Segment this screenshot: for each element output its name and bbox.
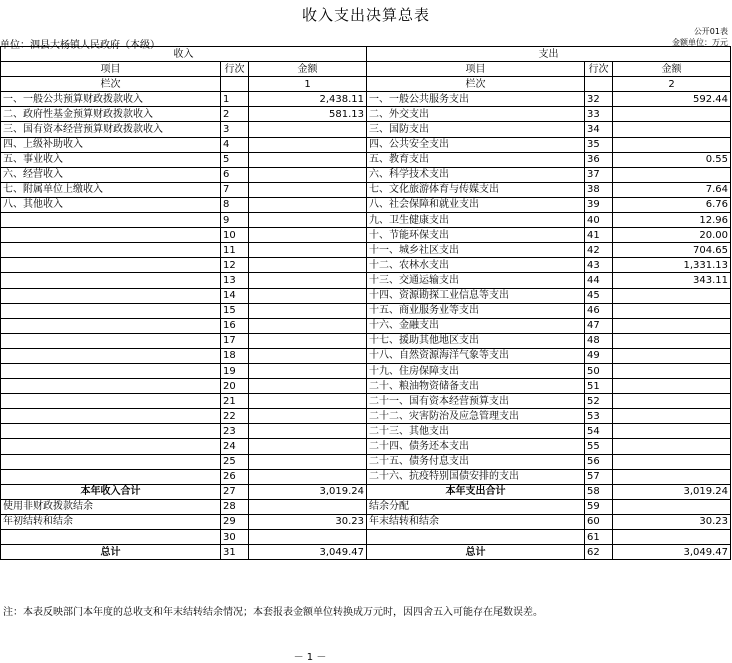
income-amount-cell xyxy=(249,167,367,182)
expense-item-cell: 五、教育支出 xyxy=(367,152,585,167)
expense-item-cell: 十八、自然资源海洋气象等支出 xyxy=(367,348,585,363)
income-item-cell xyxy=(1,454,221,469)
page-title: 收入支出决算总表 xyxy=(301,6,430,24)
table-row xyxy=(1,333,731,348)
table-row xyxy=(1,122,731,137)
expense-line-cell: 52 xyxy=(585,394,613,409)
income-line-cell: 10 xyxy=(221,228,249,243)
budget-summary-table xyxy=(0,46,731,560)
expense-line-cell: 44 xyxy=(585,273,613,288)
income-line-cell: 8 xyxy=(221,197,249,212)
expense-line-cell: 34 xyxy=(585,122,613,137)
income-amount-cell xyxy=(249,499,367,514)
income-item-cell: 六、经营收入 xyxy=(1,167,221,182)
form-number: 公开01表 xyxy=(693,27,728,36)
table-row xyxy=(1,92,731,107)
income-line-cell: 13 xyxy=(221,273,249,288)
income-line-cell: 4 xyxy=(221,137,249,152)
income-line-cell: 5 xyxy=(221,152,249,167)
income-line-cell: 22 xyxy=(221,409,249,424)
section-header-row xyxy=(1,47,731,62)
income-amount-cell xyxy=(249,152,367,167)
table-row xyxy=(1,545,731,560)
income-item-cell xyxy=(1,409,221,424)
expense-amount-cell xyxy=(613,394,731,409)
income-item-cell xyxy=(1,439,221,454)
expense-amount-cell xyxy=(613,409,731,424)
table-row xyxy=(1,182,731,197)
table-row xyxy=(1,424,731,439)
table-row xyxy=(1,197,731,212)
expense-line-cell: 51 xyxy=(585,379,613,394)
table-row xyxy=(1,530,731,545)
expense-line-cell: 47 xyxy=(585,318,613,333)
income-item-cell xyxy=(1,258,221,273)
expense-line-cell: 35 xyxy=(585,137,613,152)
income-col-label: 栏次 xyxy=(1,77,221,92)
table-row xyxy=(1,152,731,167)
expense-amount-cell: 20.00 xyxy=(613,228,731,243)
expense-line-cell: 60 xyxy=(585,514,613,529)
table-row xyxy=(1,288,731,303)
income-item-cell: 使用非财政拨款结余 xyxy=(1,499,221,514)
income-amount-cell: 3,019.24 xyxy=(249,484,367,499)
expense-line-cell: 40 xyxy=(585,213,613,228)
expense-line-cell: 50 xyxy=(585,363,613,378)
income-item-cell xyxy=(1,333,221,348)
income-item-cell xyxy=(1,394,221,409)
expense-line-cell: 36 xyxy=(585,152,613,167)
expense-item-header: 项目 xyxy=(367,62,585,77)
expense-line-cell: 57 xyxy=(585,469,613,484)
income-amount-cell xyxy=(249,197,367,212)
income-line-cell: 30 xyxy=(221,530,249,545)
expense-item-cell: 四、公共安全支出 xyxy=(367,137,585,152)
table-row xyxy=(1,243,731,258)
expense-line-cell: 48 xyxy=(585,333,613,348)
table-row xyxy=(1,107,731,122)
income-line-cell: 26 xyxy=(221,469,249,484)
income-line-cell: 12 xyxy=(221,258,249,273)
expense-line-cell: 33 xyxy=(585,107,613,122)
income-amount-cell xyxy=(249,122,367,137)
expense-item-cell: 十六、金融支出 xyxy=(367,318,585,333)
expense-amount-cell xyxy=(613,530,731,545)
income-line-cell: 9 xyxy=(221,213,249,228)
expense-item-cell: 十九、住房保障支出 xyxy=(367,363,585,378)
expense-item-cell: 十一、城乡社区支出 xyxy=(367,243,585,258)
table-row xyxy=(1,439,731,454)
expense-line-cell: 43 xyxy=(585,258,613,273)
table-row xyxy=(1,167,731,182)
income-amount-cell xyxy=(249,363,367,378)
expense-amount-cell: 6.76 xyxy=(613,197,731,212)
expense-amount-cell xyxy=(613,167,731,182)
expense-amount-cell xyxy=(613,288,731,303)
income-amount-cell: 3,049.47 xyxy=(249,545,367,560)
income-section-header: 收入 xyxy=(1,47,367,62)
expense-item-cell: 三、国防支出 xyxy=(367,122,585,137)
income-line-cell: 6 xyxy=(221,167,249,182)
income-line-header: 行次 xyxy=(221,62,249,77)
expense-item-cell: 结余分配 xyxy=(367,499,585,514)
expense-amount-cell xyxy=(613,333,731,348)
expense-line-cell: 61 xyxy=(585,530,613,545)
income-item-cell xyxy=(1,469,221,484)
page-number: － 1 － xyxy=(293,652,327,663)
table-row xyxy=(1,228,731,243)
expense-amount-cell: 3,049.47 xyxy=(613,545,731,560)
expense-line-cell: 38 xyxy=(585,182,613,197)
income-item-cell xyxy=(1,273,221,288)
expense-line-cell: 37 xyxy=(585,167,613,182)
income-line-cell: 2 xyxy=(221,107,249,122)
income-item-cell: 五、事业收入 xyxy=(1,152,221,167)
expense-amount-cell xyxy=(613,107,731,122)
expense-item-cell: 总计 xyxy=(367,545,585,560)
income-amount-cell xyxy=(249,228,367,243)
expense-amount-cell: 12.96 xyxy=(613,213,731,228)
expense-col-blank xyxy=(585,77,613,92)
expense-line-cell: 59 xyxy=(585,499,613,514)
income-amount-cell xyxy=(249,333,367,348)
income-item-cell xyxy=(1,243,221,258)
income-amount-cell xyxy=(249,303,367,318)
expense-amount-cell xyxy=(613,348,731,363)
income-item-cell: 七、附属单位上缴收入 xyxy=(1,182,221,197)
income-item-cell xyxy=(1,424,221,439)
table-row xyxy=(1,394,731,409)
expense-item-cell: 十三、交通运输支出 xyxy=(367,273,585,288)
table-row xyxy=(1,273,731,288)
expense-item-cell: 二十五、债务付息支出 xyxy=(367,454,585,469)
expense-amount-cell xyxy=(613,379,731,394)
expense-item-cell: 一、一般公共服务支出 xyxy=(367,92,585,107)
income-item-cell xyxy=(1,318,221,333)
footnote: 注：本表反映部门本年度的总收支和年末结转结余情况；本套报表金额单位转换成万元时，因四舍五入可能存在尾数误差。 xyxy=(3,607,543,618)
income-item-header: 项目 xyxy=(1,62,221,77)
expense-item-cell: 二十、粮油物资储备支出 xyxy=(367,379,585,394)
income-item-cell xyxy=(1,363,221,378)
expense-item-cell xyxy=(367,530,585,545)
table-row xyxy=(1,137,731,152)
income-amount-cell xyxy=(249,243,367,258)
income-line-cell: 15 xyxy=(221,303,249,318)
income-line-cell: 1 xyxy=(221,92,249,107)
income-line-cell: 21 xyxy=(221,394,249,409)
income-col-index: 1 xyxy=(249,77,367,92)
income-amount-cell xyxy=(249,424,367,439)
income-item-cell: 四、上级补助收入 xyxy=(1,137,221,152)
income-line-cell: 16 xyxy=(221,318,249,333)
expense-line-cell: 55 xyxy=(585,439,613,454)
expense-item-cell: 年末结转和结余 xyxy=(367,514,585,529)
income-line-cell: 28 xyxy=(221,499,249,514)
income-amount-cell xyxy=(249,530,367,545)
income-amount-cell xyxy=(249,439,367,454)
income-item-cell xyxy=(1,213,221,228)
expense-item-cell: 十、节能环保支出 xyxy=(367,228,585,243)
expense-item-cell: 十二、农林水支出 xyxy=(367,258,585,273)
income-amount-cell xyxy=(249,348,367,363)
income-line-cell: 3 xyxy=(221,122,249,137)
expense-amount-cell xyxy=(613,303,731,318)
expense-line-cell: 49 xyxy=(585,348,613,363)
income-item-cell: 年初结转和结余 xyxy=(1,514,221,529)
income-line-cell: 17 xyxy=(221,333,249,348)
income-item-cell: 一、一般公共预算财政拨款收入 xyxy=(1,92,221,107)
income-line-cell: 31 xyxy=(221,545,249,560)
expense-line-cell: 54 xyxy=(585,424,613,439)
table-body xyxy=(1,92,731,560)
expense-line-cell: 58 xyxy=(585,484,613,499)
income-amount-cell xyxy=(249,379,367,394)
table-row xyxy=(1,303,731,318)
income-item-cell xyxy=(1,348,221,363)
expense-item-cell: 二十一、国有资本经营预算支出 xyxy=(367,394,585,409)
expense-item-cell: 十七、援助其他地区支出 xyxy=(367,333,585,348)
expense-item-cell: 六、科学技术支出 xyxy=(367,167,585,182)
table-row xyxy=(1,379,731,394)
expense-amount-cell xyxy=(613,122,731,137)
expense-amount-cell xyxy=(613,469,731,484)
income-item-cell: 八、其他收入 xyxy=(1,197,221,212)
expense-item-cell: 二十三、其他支出 xyxy=(367,424,585,439)
income-line-cell: 24 xyxy=(221,439,249,454)
expense-amount-cell xyxy=(613,363,731,378)
income-line-cell: 23 xyxy=(221,424,249,439)
table-row xyxy=(1,484,731,499)
income-item-cell xyxy=(1,379,221,394)
income-amount-cell xyxy=(249,469,367,484)
income-item-cell: 二、政府性基金预算财政拨款收入 xyxy=(1,107,221,122)
income-col-blank xyxy=(221,77,249,92)
income-line-cell: 19 xyxy=(221,363,249,378)
expense-line-cell: 53 xyxy=(585,409,613,424)
income-amount-cell xyxy=(249,288,367,303)
income-line-cell: 7 xyxy=(221,182,249,197)
table-row xyxy=(1,363,731,378)
expense-item-cell: 九、卫生健康支出 xyxy=(367,213,585,228)
income-amount-cell xyxy=(249,273,367,288)
expense-line-header: 行次 xyxy=(585,62,613,77)
expense-col-label: 栏次 xyxy=(367,77,585,92)
expense-item-cell: 二十六、抗疫特别国债安排的支出 xyxy=(367,469,585,484)
income-line-cell: 14 xyxy=(221,288,249,303)
expense-line-cell: 42 xyxy=(585,243,613,258)
expense-col-index: 2 xyxy=(613,77,731,92)
table-row xyxy=(1,454,731,469)
income-item-cell xyxy=(1,303,221,318)
income-item-cell: 总计 xyxy=(1,545,221,560)
expense-amount-cell xyxy=(613,499,731,514)
income-amount-cell xyxy=(249,182,367,197)
income-line-cell: 11 xyxy=(221,243,249,258)
unit-label: 单位：泗县大杨镇人民政府（本级） xyxy=(0,40,160,51)
income-item-cell: 三、国有资本经营预算财政拨款收入 xyxy=(1,122,221,137)
expense-item-cell: 二、外交支出 xyxy=(367,107,585,122)
expense-section-header: 支出 xyxy=(367,47,731,62)
income-amount-cell: 581.13 xyxy=(249,107,367,122)
expense-amount-cell: 0.55 xyxy=(613,152,731,167)
expense-amount-cell: 704.65 xyxy=(613,243,731,258)
expense-amount-cell: 7.64 xyxy=(613,182,731,197)
table-row xyxy=(1,409,731,424)
expense-amount-cell xyxy=(613,137,731,152)
expense-amount-header: 金额 xyxy=(613,62,731,77)
income-line-cell: 18 xyxy=(221,348,249,363)
expense-amount-cell: 592.44 xyxy=(613,92,731,107)
expense-item-cell: 二十四、债务还本支出 xyxy=(367,439,585,454)
table-row xyxy=(1,258,731,273)
expense-item-cell: 本年支出合计 xyxy=(367,484,585,499)
income-item-cell: 本年收入合计 xyxy=(1,484,221,499)
income-amount-cell xyxy=(249,394,367,409)
amount-unit-label: 金额单位：万元 xyxy=(672,38,728,47)
income-line-cell: 25 xyxy=(221,454,249,469)
income-amount-cell: 2,438.11 xyxy=(249,92,367,107)
expense-amount-cell: 343.11 xyxy=(613,273,731,288)
income-amount-cell xyxy=(249,137,367,152)
expense-amount-cell: 30.23 xyxy=(613,514,731,529)
expense-line-cell: 56 xyxy=(585,454,613,469)
income-line-cell: 20 xyxy=(221,379,249,394)
expense-amount-cell xyxy=(613,318,731,333)
income-item-cell xyxy=(1,288,221,303)
expense-line-cell: 62 xyxy=(585,545,613,560)
income-item-cell xyxy=(1,530,221,545)
column-index-row xyxy=(1,77,731,92)
income-amount-cell xyxy=(249,454,367,469)
expense-line-cell: 45 xyxy=(585,288,613,303)
expense-amount-cell xyxy=(613,454,731,469)
expense-amount-cell: 1,331.13 xyxy=(613,258,731,273)
income-line-cell: 27 xyxy=(221,484,249,499)
expense-line-cell: 41 xyxy=(585,228,613,243)
expense-item-cell: 七、文化旅游体育与传媒支出 xyxy=(367,182,585,197)
column-header-row xyxy=(1,62,731,77)
income-amount-header: 金额 xyxy=(249,62,367,77)
table-row xyxy=(1,469,731,484)
table-row xyxy=(1,514,731,529)
expense-amount-cell: 3,019.24 xyxy=(613,484,731,499)
expense-line-cell: 46 xyxy=(585,303,613,318)
income-amount-cell: 30.23 xyxy=(249,514,367,529)
income-amount-cell xyxy=(249,258,367,273)
income-line-cell: 29 xyxy=(221,514,249,529)
table-row xyxy=(1,213,731,228)
expense-amount-cell xyxy=(613,424,731,439)
expense-item-cell: 八、社会保障和就业支出 xyxy=(367,197,585,212)
table-row xyxy=(1,499,731,514)
expense-item-cell: 二十二、灾害防治及应急管理支出 xyxy=(367,409,585,424)
expense-line-cell: 32 xyxy=(585,92,613,107)
table-row xyxy=(1,318,731,333)
expense-amount-cell xyxy=(613,439,731,454)
income-item-cell xyxy=(1,228,221,243)
income-amount-cell xyxy=(249,409,367,424)
income-amount-cell xyxy=(249,318,367,333)
expense-item-cell: 十四、资源勘探工业信息等支出 xyxy=(367,288,585,303)
income-amount-cell xyxy=(249,213,367,228)
expense-item-cell: 十五、商业服务业等支出 xyxy=(367,303,585,318)
table-row xyxy=(1,348,731,363)
expense-line-cell: 39 xyxy=(585,197,613,212)
